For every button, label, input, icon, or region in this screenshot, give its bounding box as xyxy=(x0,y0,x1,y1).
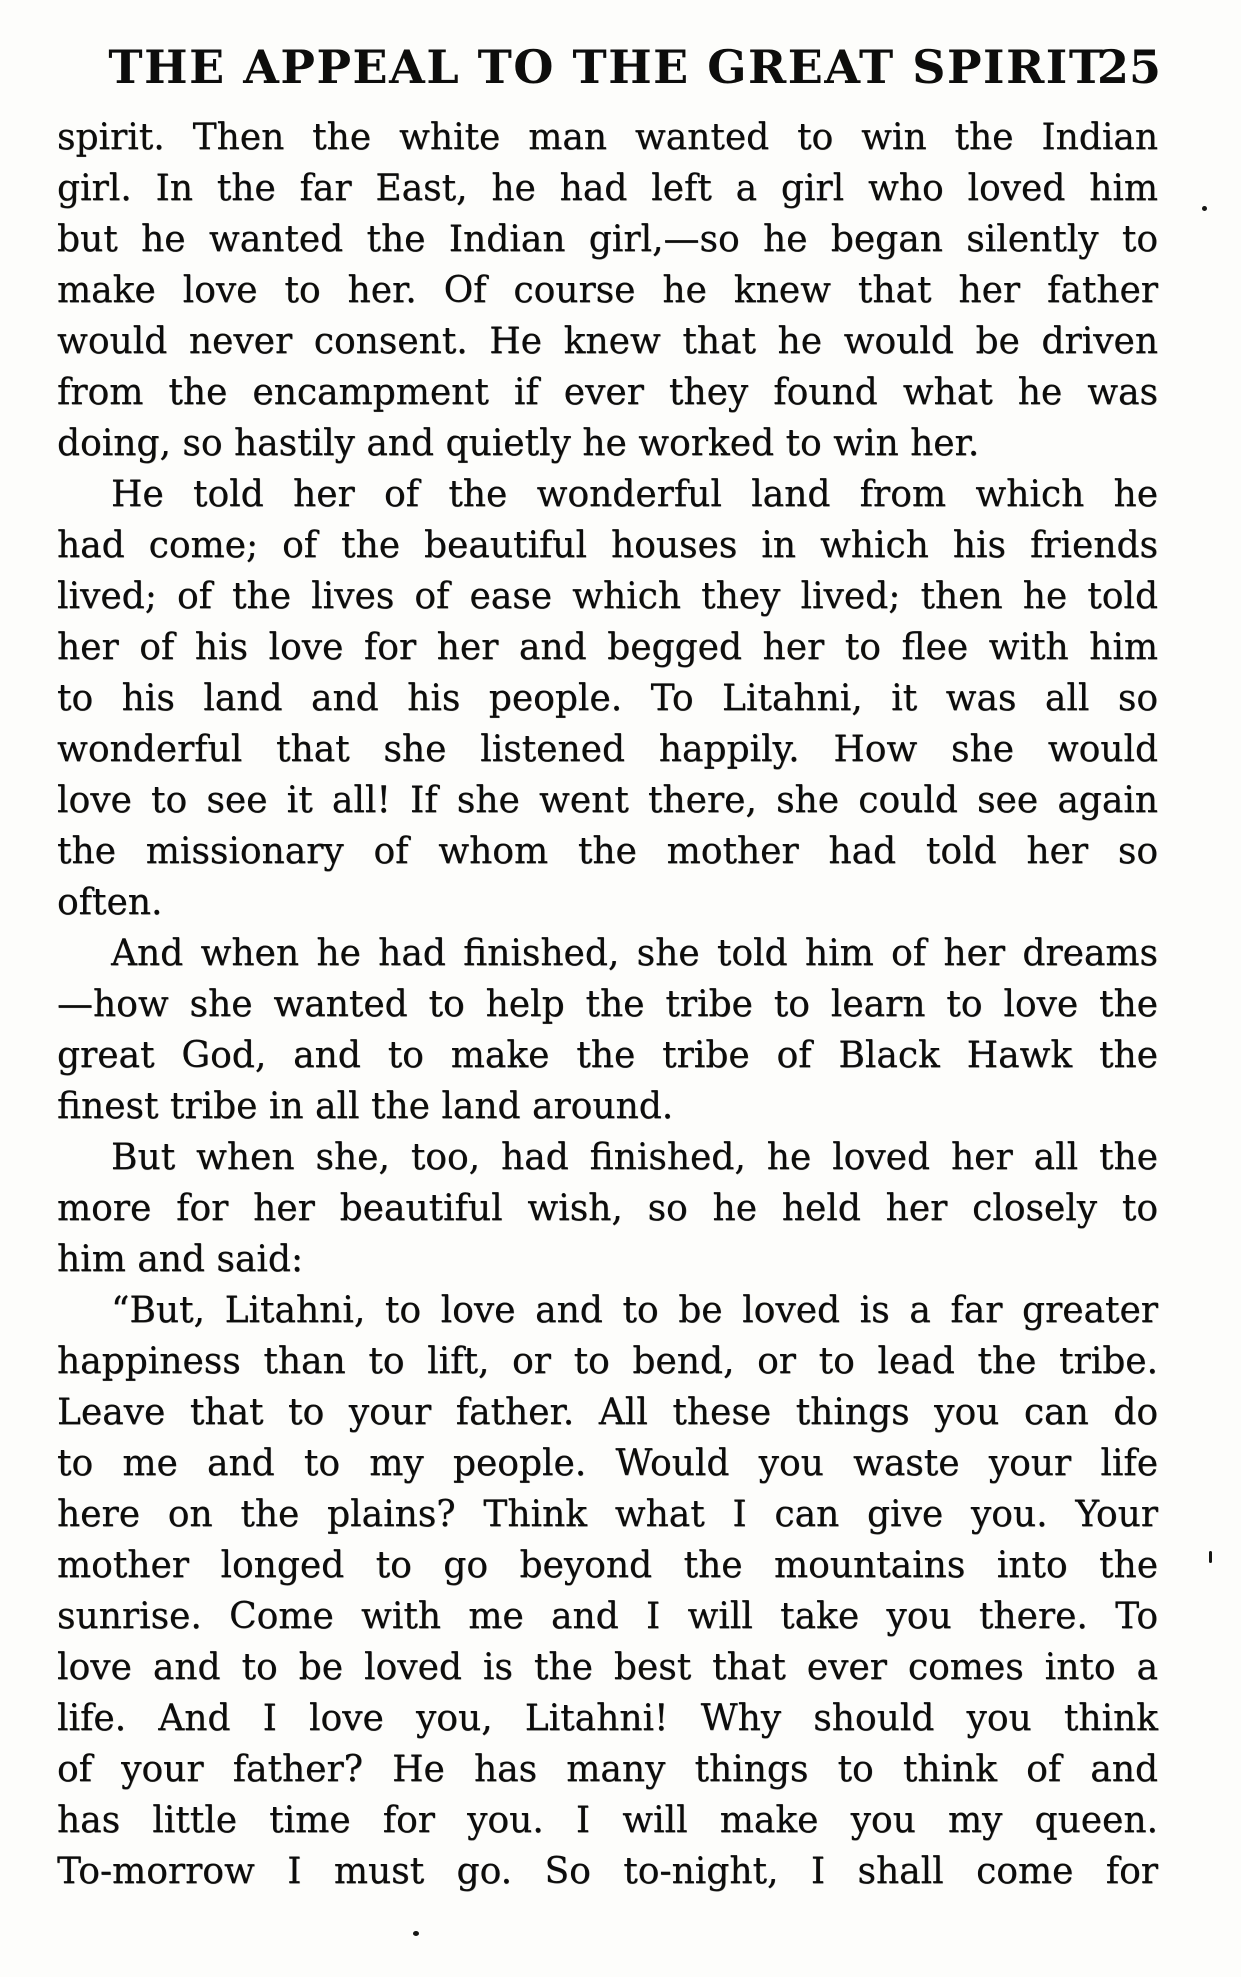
text-line: He told her of the wonderful land from which he xyxy=(111,474,1158,515)
text-line: wonderful that she listened happily. How she would xyxy=(57,729,1158,770)
paragraph xyxy=(57,1285,1158,1897)
text-line: Leave that to your father. All these things you can do xyxy=(57,1392,1158,1433)
text-line: more for her beautiful wish, so he held her closely to xyxy=(57,1188,1158,1229)
text-line: here on the plains? Think what I can give you. Your xyxy=(57,1494,1158,1535)
text-line: happiness than to lift, or to bend, or to lead the tribe. xyxy=(57,1341,1158,1382)
text-line: but he wanted the Indian girl,—so he began silently to xyxy=(57,219,1158,260)
text-line: has little time for you. I will make you my queen. xyxy=(57,1800,1158,1841)
paragraph xyxy=(57,112,1158,469)
text-line: lived; of the lives of ease which they lived; then he told xyxy=(57,576,1158,617)
text-line: often. xyxy=(57,882,163,923)
text-line: him and said: xyxy=(57,1239,304,1280)
page-body xyxy=(57,112,1158,1897)
text-line: But when she, too, had finished, he loved her all the xyxy=(111,1137,1158,1178)
text-line: love to see it all! If she went there, she could see again xyxy=(57,780,1158,821)
text-line: her of his love for her and begged her to flee with him xyxy=(57,627,1158,668)
text-line: to his land and his people. To Litahni, it was all so xyxy=(57,678,1158,719)
scan-artifact-dot xyxy=(1202,206,1207,211)
running-title: THE APPEAL TO THE GREAT SPIRIT xyxy=(108,40,1105,94)
text-line: would never consent. He knew that he would be driven xyxy=(57,321,1158,362)
text-line: had come; of the beautiful houses in which his friends xyxy=(57,525,1158,566)
page-header xyxy=(0,38,1241,96)
text-line: life. And I love you, Litahni! Why should you think xyxy=(57,1698,1158,1739)
paragraph xyxy=(57,1132,1158,1285)
text-line: love and to be loved is the best that ever comes into a xyxy=(57,1647,1158,1688)
text-line: girl. In the far East, he had left a girl who loved him xyxy=(57,168,1158,209)
text-line: the missionary of whom the mother had told her so xyxy=(57,831,1158,872)
text-line: sunrise. Come with me and I will take you there. To xyxy=(57,1596,1158,1637)
text-line: doing, so hastily and quietly he worked to win her. xyxy=(57,423,980,464)
scan-artifact-dot xyxy=(413,1931,419,1936)
text-line: of your father? He has many things to think of and xyxy=(57,1749,1158,1790)
scan-artifact-tick xyxy=(1209,1551,1212,1563)
text-line: to me and to my people. Would you waste your life xyxy=(57,1443,1158,1484)
text-line: “But, Litahni, to love and to be loved is a far greater xyxy=(111,1290,1158,1331)
text-line: mother longed to go beyond the mountains into the xyxy=(57,1545,1158,1586)
text-line: great God, and to make the tribe of Black Hawk the xyxy=(57,1035,1158,1076)
text-line: To-morrow I must go. So to-night, I shall come for xyxy=(57,1851,1158,1892)
text-line: make love to her. Of course he knew that her father xyxy=(57,270,1158,311)
text-line: And when he had finished, she told him of her dreams xyxy=(111,933,1158,974)
paragraph xyxy=(57,469,1158,928)
text-line: finest tribe in all the land around. xyxy=(57,1086,674,1127)
paragraph xyxy=(57,928,1158,1132)
page-number: 25 xyxy=(1096,40,1161,94)
text-line: —how she wanted to help the tribe to learn to love the xyxy=(57,984,1158,1025)
text-line: from the encampment if ever they found what he was xyxy=(57,372,1158,413)
text-line: spirit. Then the white man wanted to win the Indian xyxy=(57,117,1158,158)
